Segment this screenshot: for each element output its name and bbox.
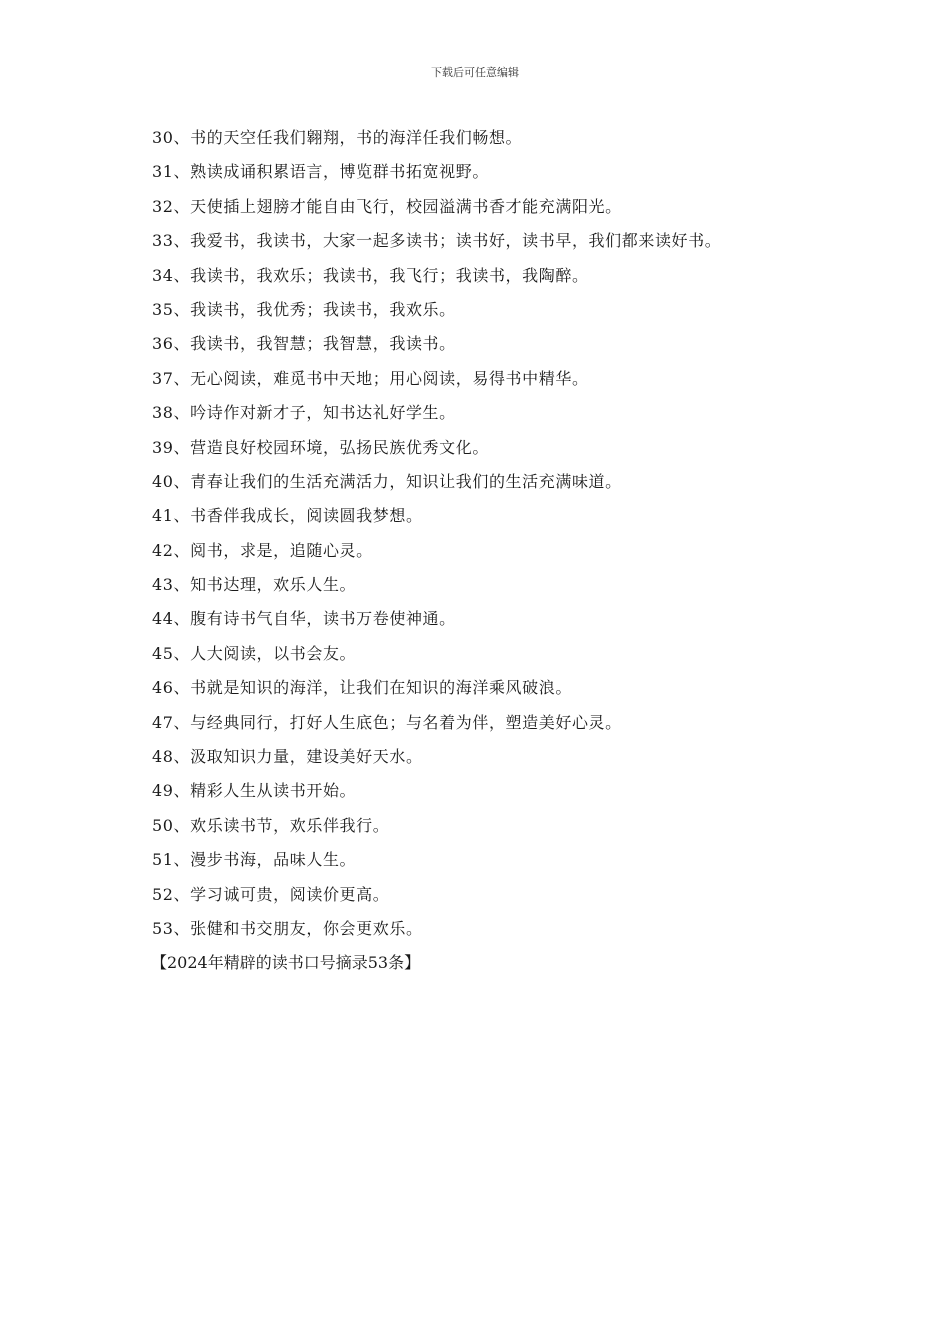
slogan-line: 53、张健和书交朋友，你会更欢乐。 [152, 918, 423, 938]
slogan-line: 32、天使插上翅膀才能自由飞行，校园溢满书香才能充满阳光。 [152, 196, 622, 216]
slogan-line: 47、与经典同行，打好人生底色；与名着为伴，塑造美好心灵。 [152, 712, 622, 732]
slogan-line: 41、书香伴我成长，阅读圆我梦想。 [152, 506, 423, 526]
slogan-line: 37、无心阅读，难觅书中天地；用心阅读，易得书中精华。 [152, 368, 589, 388]
slogan-line: 44、腹有诗书气自华，读书万卷使神通。 [152, 609, 456, 629]
slogan-line: 51、漫步书海，品味人生。 [152, 850, 357, 870]
slogan-line: 43、知书达理，欢乐人生。 [152, 575, 357, 595]
slogan-line: 40、青春让我们的生活充满活力，知识让我们的生活充满味道。 [152, 471, 622, 491]
document-title-footer: 【2024年精辟的读书口号摘录53条】 [151, 953, 421, 973]
slogan-line: 49、精彩人生从读书开始。 [152, 781, 357, 801]
slogan-line: 42、阅书，求是，追随心灵。 [152, 540, 373, 560]
slogan-line: 46、书就是知识的海洋，让我们在知识的海洋乘风破浪。 [152, 678, 572, 698]
slogan-line: 33、我爱书，我读书，大家一起多读书；读书好，读书早，我们都来读好书。 [152, 231, 722, 251]
slogan-line: 35、我读书，我优秀；我读书，我欢乐。 [152, 299, 456, 319]
slogan-line: 45、人大阅读，以书会友。 [152, 643, 357, 663]
slogan-line: 48、汲取知识力量，建设美好天水。 [152, 747, 423, 767]
page-header: 下载后可任意编辑 [431, 66, 519, 79]
slogan-line: 36、我读书，我智慧；我智慧，我读书。 [152, 334, 456, 354]
slogan-line: 30、书的天空任我们翱翔，书的海洋任我们畅想。 [152, 128, 523, 147]
slogan-line: 34、我读书，我欢乐；我读书，我飞行；我读书，我陶醉。 [152, 265, 589, 285]
slogan-line: 50、欢乐读书节，欢乐伴我行。 [152, 815, 390, 835]
slogan-line: 39、营造良好校园环境，弘扬民族优秀文化。 [152, 437, 489, 457]
slogan-line: 52、学习诚可贵，阅读价更高。 [152, 884, 390, 904]
document-body [152, 121, 852, 981]
slogan-line: 38、吟诗作对新才子，知书达礼好学生。 [152, 403, 456, 423]
slogan-line: 31、熟读成诵积累语言，博览群书拓宽视野。 [152, 162, 489, 182]
